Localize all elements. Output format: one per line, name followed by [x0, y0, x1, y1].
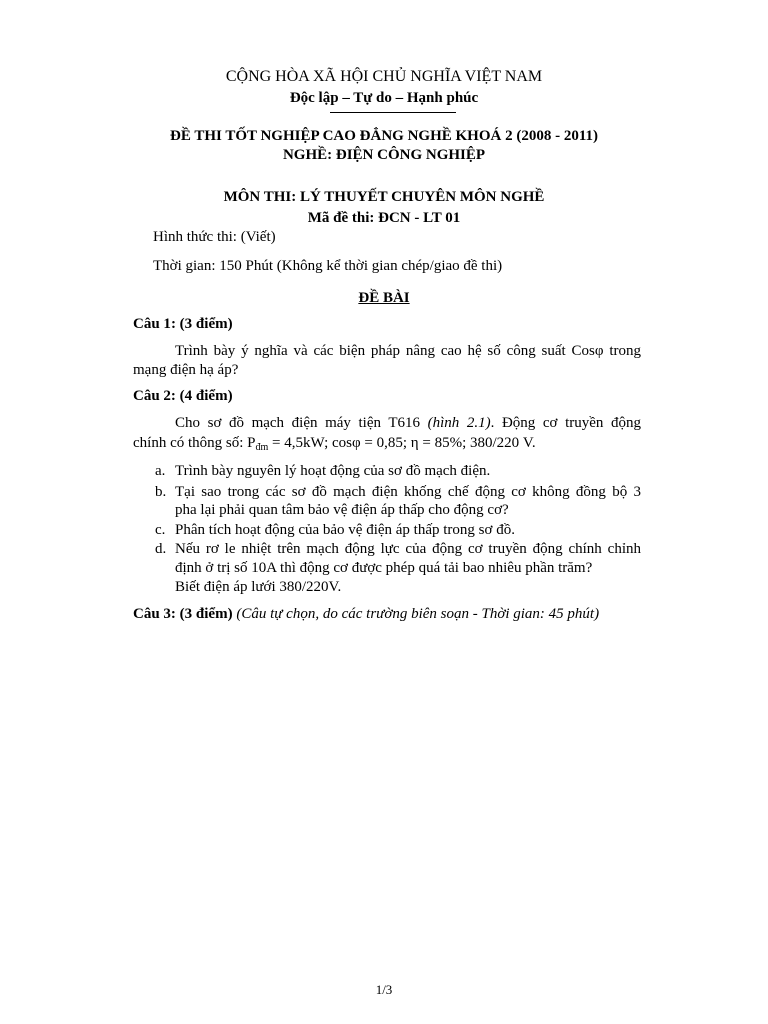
- q2-item-d-line3: Biết điện áp lưới 380/220V.: [175, 579, 342, 595]
- q1-label: Câu 1: [133, 316, 171, 332]
- q2-item-d-marker: d.: [155, 541, 167, 557]
- q3-heading: [133, 606, 599, 623]
- figure-reference: (hình 2.1): [427, 415, 491, 431]
- exam-duration: Thời gian: 150 Phút (Không kể thời gian chép/giao đề thi): [153, 258, 503, 274]
- exam-title-line1: ĐỀ THI TỐT NGHIỆP CAO ĐẲNG NGHỀ KHOÁ 2 (2008 - 2011): [170, 128, 598, 144]
- q2-item-b-line1: Tại sao trong các sơ đồ mạch điện khống chế động cơ không đồng bộ 3: [175, 484, 641, 500]
- exam-code: Mã đề thi: ĐCN - LT 01: [307, 210, 461, 226]
- q1-text-line1: Trình bày ý nghĩa và các biện pháp nâng cao hệ số công suất Cosφ trong: [175, 343, 641, 359]
- exam-title-line2: NGHỀ: ĐIỆN CÔNG NGHIỆP: [282, 147, 486, 163]
- q2-item-d-line1: Nếu rơ le nhiệt trên mạch động lực của động cơ truyền động chính chỉnh: [175, 541, 641, 557]
- motto-underline: [330, 112, 456, 113]
- q2-intro-line1: Cho sơ đồ mạch điện máy tiện T616 (hình 2.1). Động cơ truyền động: [175, 415, 641, 431]
- q2-item-d-line2: định ở trị số 10A thì động cơ được phép quá tải bao nhiêu phần trăm?: [175, 560, 593, 576]
- page-number: 1/3: [375, 982, 393, 997]
- q1-heading: [133, 316, 233, 333]
- q1-points: : (3 điểm): [170, 316, 233, 332]
- q2-item-c-marker: c.: [155, 522, 166, 538]
- q2-item-b-marker: b.: [155, 484, 167, 500]
- exam-format: Hình thức thi: (Viết): [153, 229, 276, 245]
- q3-note: (Câu tự chọn, do các trường biên soạn - Thời gian: 45 phút): [236, 606, 600, 622]
- q2-item-c: Phân tích hoạt động của bảo vệ điện áp thấp trong sơ đồ.: [175, 522, 515, 538]
- q2-item-a: Trình bày nguyên lý hoạt động của sơ đồ mạch điện.: [175, 463, 491, 479]
- q2-heading: Câu 2: (4 điểm): [133, 388, 233, 404]
- exam-subject: MÔN THI: LÝ THUYẾT CHUYÊN MÔN NGHỀ: [223, 189, 545, 205]
- country-name: CỘNG HÒA XÃ HỘI CHỦ NGHĨA VIỆT NAM: [225, 68, 543, 85]
- q2-item-b-line2: pha lại phải quan tâm bảo vệ điện áp thấp cho động cơ?: [175, 502, 509, 518]
- national-motto: Độc lập – Tự do – Hạnh phúc: [289, 90, 479, 106]
- q3-label: Câu 3: (3 điểm): [133, 606, 237, 622]
- q1-text-line2: mạng điện hạ áp?: [133, 362, 239, 378]
- q2-item-a-marker: a.: [155, 463, 166, 479]
- q2-intro-line2: chính có thông số: $P_{đm} = 4,5kW$; cosφ = 0,85; η = 85%; 380/220 V.: [133, 435, 536, 453]
- section-heading: ĐỀ BÀI: [358, 290, 410, 306]
